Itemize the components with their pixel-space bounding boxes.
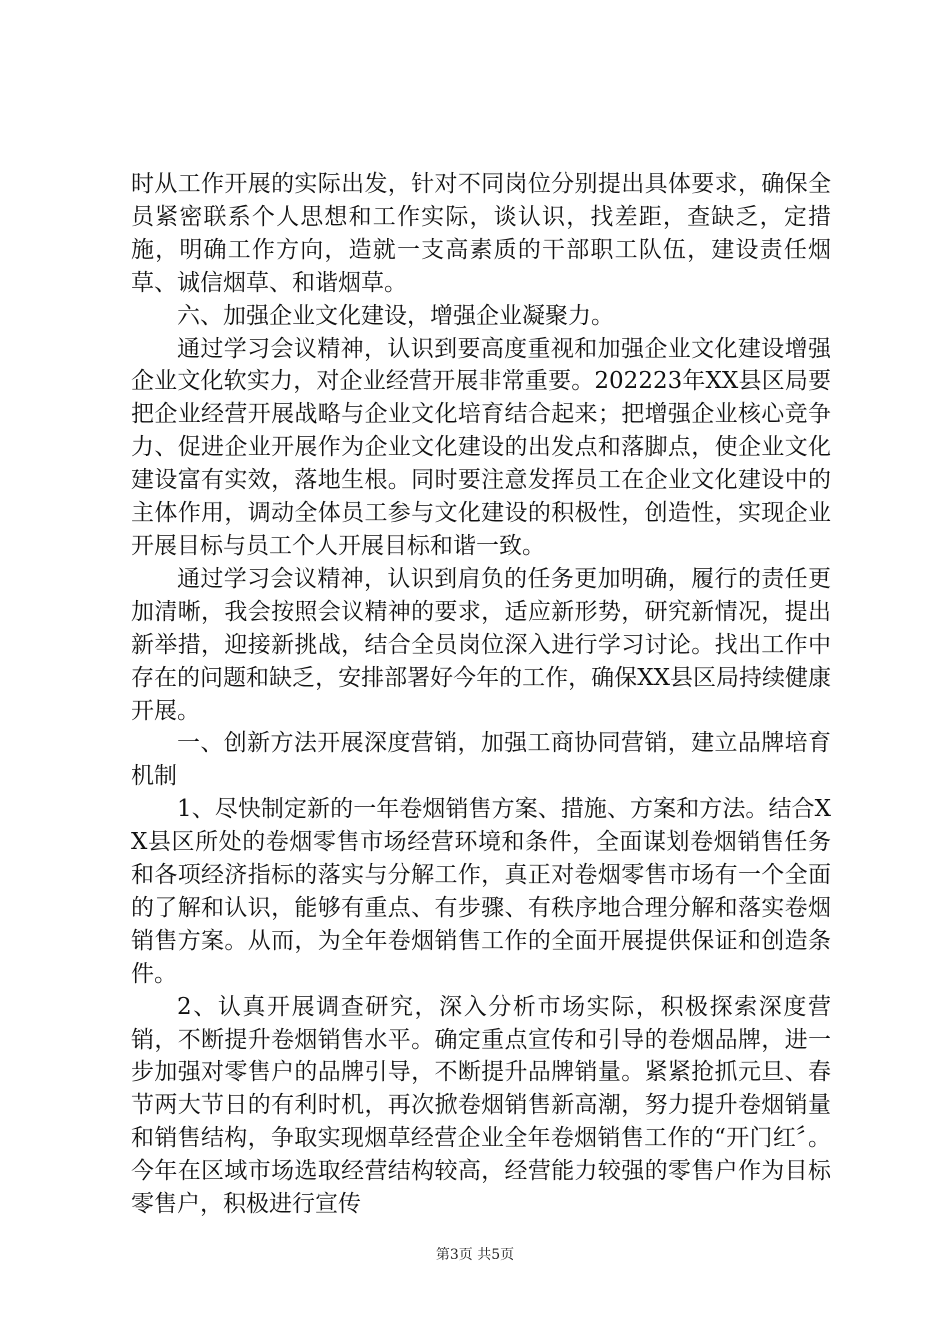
paragraph-item-1: 1、尽快制定新的一年卷烟销售方案、措施、方案和方法。结合XX县区所处的卷烟零售市场经营环境和条件，全面谋划卷烟销售任务和各项经济指标的落实与分解工作，真正对卷烟零售市场有一个全面的了解和认识，能够有重点、有步骤、有秩序地合理分解和落实卷烟销售方案。从而，为全年卷烟销售工作的全面开展提供保证和创造条件。 — [131, 796, 831, 987]
paragraph-item-2: 2、认真开展调查研究，深入分析市场实际，积极探索深度营销，不断提升卷烟销售水平。确定重点宣传和引导的卷烟品牌，进一步加强对零售户的品牌引导，不断提升品牌销量。紧紧抢抓元旦、春节两大节日的有利时机，再次掀卷烟销售新高潮，努力提升卷烟销量和销售结构，争取实现烟草经营企业全年卷烟销售工作的“开门红〞。今年在区域市场选取经营结构较高，经营能力较强的零售户作为目标零售户，积极进行宣传 — [131, 993, 831, 1218]
section-heading-marketing: 一、创新方法开展深度营销，加强工商协同营销，建立品牌培育机制 — [131, 730, 831, 790]
paragraph-summary: 通过学习会议精神，认识到肩负的任务更加明确，履行的责任更加清晰，我会按照会议精神的要求，适应新形势，研究新情况，提出新举措，迎接新挑战，结合全员岗位深入进行学习讨论。找出工作中存在的问题和缺乏，安排部署好今年的工作，确保XX县区局持续健康开展。 — [131, 565, 831, 724]
page-number-footer: 第3页 共5页 — [435, 1247, 515, 1263]
document-body — [131, 168, 831, 1221]
paragraph-continuation: 时从工作开展的实际出发，针对不同岗位分别提出具体要求，确保全员紧密联系个人思想和工作实际，谈认识，找差距，查缺乏，定措施，明确工作方向，造就一支高素质的干部职工队伍，建设责任烟草、诚信烟草、和谐烟草。 — [131, 171, 831, 296]
section-heading-culture: 六、加强企业文化建设，增强企业凝聚力。 — [177, 302, 614, 329]
paragraph-culture: 通过学习会议精神，认识到要高度重视和加强企业文化建设增强企业文化软实力，对企业经营开展非常重要。202223年XX县区局要把企业经营开展战略与企业文化培育结合起来；把增强企业核心竞争力、促进企业开展作为企业文化建设的出发点和落脚点，使企业文化建设富有实效，落地生根。同时要注意发挥员工在企业文化建设中的主体作用，调动全体员工参与文化建设的积极性，创造性，实现企业开展目标与员工个人开展目标和谐一致。 — [131, 335, 831, 559]
